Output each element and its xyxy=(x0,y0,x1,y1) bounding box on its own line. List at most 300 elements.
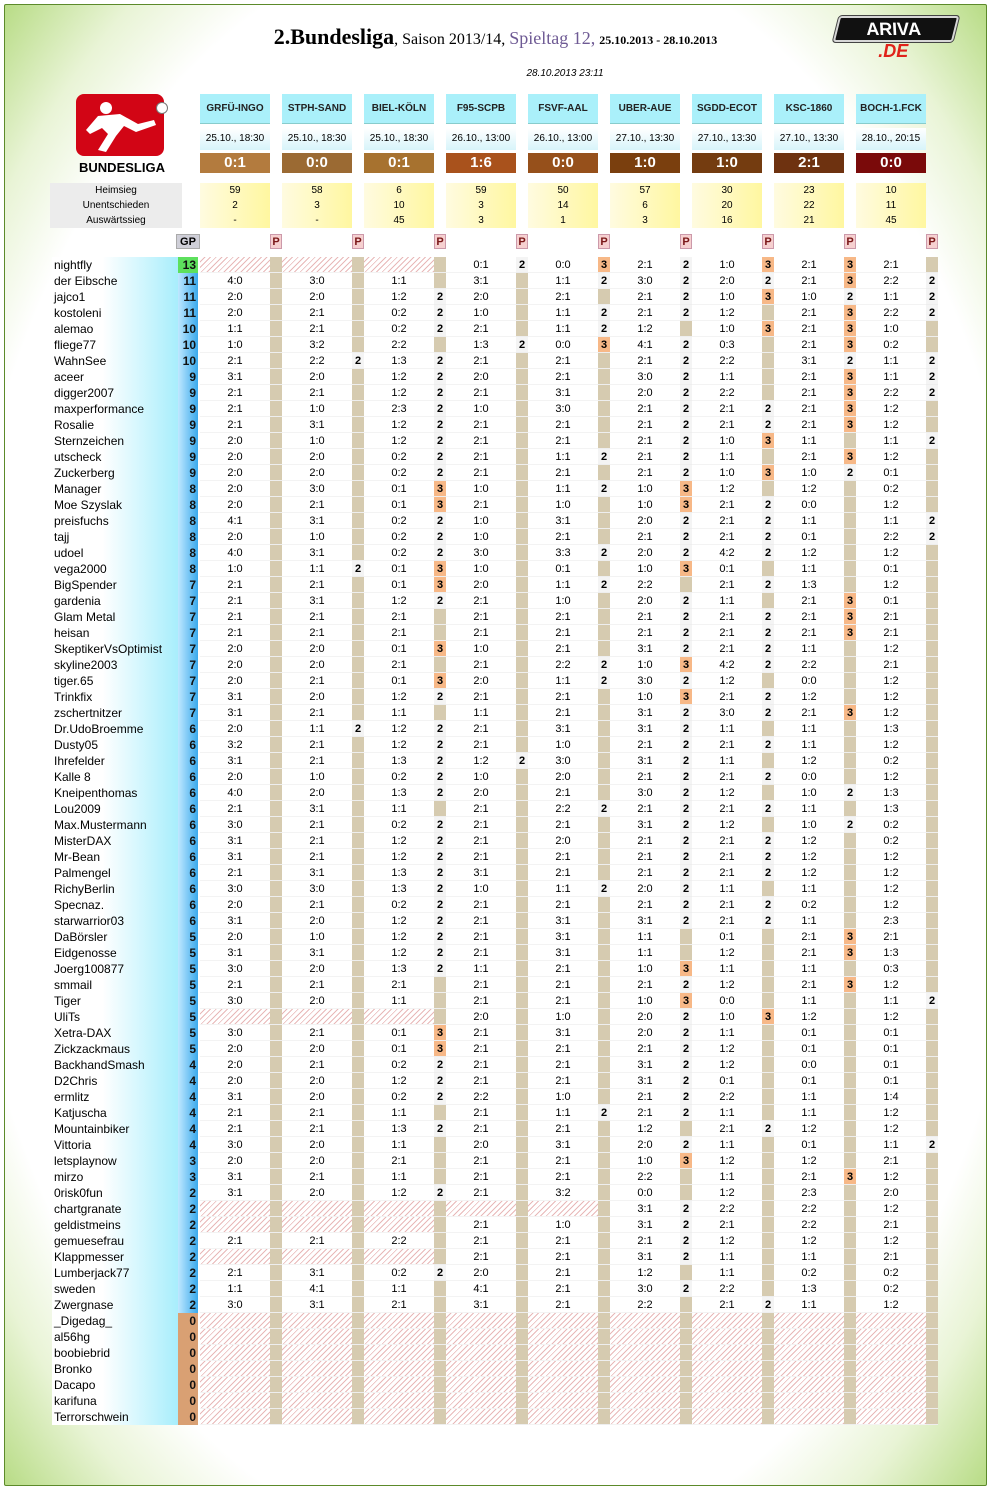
tip-points xyxy=(680,1265,692,1281)
tip-points xyxy=(762,337,774,353)
match-name: STPH-SAND xyxy=(282,94,352,124)
player-points: 9 xyxy=(178,385,198,401)
tip-cell: 1:2 xyxy=(364,945,434,961)
tip-cell: 2:1 xyxy=(364,977,434,993)
player-points: 6 xyxy=(178,769,198,785)
tip-points xyxy=(270,865,282,881)
tip-points xyxy=(844,1201,856,1217)
player-name[interactable]: DaBörsler xyxy=(52,929,178,945)
tip-points xyxy=(516,1009,528,1025)
tip-points xyxy=(516,913,528,929)
player-name[interactable]: Rosalie xyxy=(52,417,178,433)
player-name[interactable]: nightfly xyxy=(52,257,178,273)
tip-points xyxy=(844,1377,856,1393)
match-result: 0:0 xyxy=(528,153,598,173)
player-name[interactable]: Max.Mustermann xyxy=(52,817,178,833)
tip-cell xyxy=(774,1313,844,1329)
tip-cell: 2:0 xyxy=(282,785,352,801)
tip-cell: 0:0 xyxy=(692,993,762,1009)
player-name[interactable]: Lumberjack77 xyxy=(52,1265,178,1281)
player-name[interactable]: fliege77 xyxy=(52,337,178,353)
tip-cell: 2:1 xyxy=(692,913,762,929)
tip-cell: 2:1 xyxy=(200,593,270,609)
tip-cell: 2:1 xyxy=(200,625,270,641)
player-name[interactable]: der Eibsche xyxy=(52,273,178,289)
tip-points xyxy=(598,1377,610,1393)
brand-a: ARIVA xyxy=(863,19,924,39)
tip-points xyxy=(680,929,692,945)
tip-points: 2 xyxy=(680,897,692,913)
tip-points: 3 xyxy=(434,641,446,657)
player-name[interactable]: smmail xyxy=(52,977,178,993)
tip-cell: 2:1 xyxy=(446,433,516,449)
player-name[interactable]: al56hg xyxy=(52,1329,178,1345)
tip-points xyxy=(926,481,938,497)
tip-cell: 1:2 xyxy=(856,769,926,785)
player-name[interactable]: Glam Metal xyxy=(52,609,178,625)
match-name: UBER-AUE xyxy=(610,94,680,124)
ball-icon xyxy=(156,102,168,114)
tip-points xyxy=(270,1153,282,1169)
tip-points xyxy=(516,1329,528,1345)
player-name[interactable]: Sternzeichen xyxy=(52,433,178,449)
tip-points xyxy=(598,529,610,545)
tip-points: 2 xyxy=(762,689,774,705)
tip-points xyxy=(598,849,610,865)
match-stat: 6 xyxy=(610,198,680,213)
tip-points xyxy=(926,641,938,657)
tip-points xyxy=(926,721,938,737)
tip-cell: 1:1 xyxy=(856,369,926,385)
tip-cell: 2:2 xyxy=(856,385,926,401)
tip-cell: 2:1 xyxy=(282,673,352,689)
tip-cell: 2:1 xyxy=(528,817,598,833)
tip-cell: 2:1 xyxy=(856,1217,926,1233)
player-name[interactable]: gardenia xyxy=(52,593,178,609)
tip-points xyxy=(844,1361,856,1377)
tip-cell: 3:1 xyxy=(610,913,680,929)
match-stat: 45 xyxy=(364,213,434,228)
tip-points: 2 xyxy=(598,305,610,321)
match-name: BIEL-KÖLN xyxy=(364,94,434,124)
tip-cell: 1:0 xyxy=(446,769,516,785)
tip-points xyxy=(516,1201,528,1217)
tip-cell: 1:0 xyxy=(528,497,598,513)
tip-cell: 2:1 xyxy=(856,625,926,641)
tip-points xyxy=(352,577,364,593)
player-name[interactable]: Zwergnase xyxy=(52,1297,178,1313)
tip-points: 2 xyxy=(762,769,774,785)
tip-cell: 1:1 xyxy=(692,961,762,977)
tip-cell: 3:0 xyxy=(610,673,680,689)
player-points: 0 xyxy=(178,1393,198,1409)
page-title: 2.Bundesliga, Saison 2013/14, Spieltag 12, 25.10.2013 - 28.10.2013 xyxy=(273,24,718,49)
tip-points xyxy=(516,769,528,785)
tip-points xyxy=(598,785,610,801)
tip-cell: 1:1 xyxy=(282,721,352,737)
tip-points xyxy=(762,945,774,961)
player-name[interactable]: kostoleni xyxy=(52,305,178,321)
tip-points xyxy=(680,1121,692,1137)
tip-points xyxy=(762,1105,774,1121)
tip-cell: 1:2 xyxy=(774,1153,844,1169)
tip-points xyxy=(680,1313,692,1329)
tip-points xyxy=(844,641,856,657)
tip-cell: 2:1 xyxy=(446,321,516,337)
tip-points xyxy=(926,1249,938,1265)
tip-points: 3 xyxy=(434,673,446,689)
player-name[interactable]: D2Chris xyxy=(52,1073,178,1089)
tip-points xyxy=(352,1009,364,1025)
tip-cell: 2:0 xyxy=(282,993,352,1009)
tip-cell: 2:0 xyxy=(200,481,270,497)
tip-cell xyxy=(446,1329,516,1345)
player-name[interactable]: sweden xyxy=(52,1281,178,1297)
tip-cell: 1:1 xyxy=(856,1137,926,1153)
tip-points xyxy=(926,465,938,481)
player-name[interactable]: Terrorschwein xyxy=(52,1409,178,1425)
player-name[interactable]: Dr.UdoBroemme xyxy=(52,721,178,737)
tip-cell: 2:1 xyxy=(282,305,352,321)
table-row xyxy=(52,449,940,465)
player-name[interactable]: Kalle 8 xyxy=(52,769,178,785)
player-name[interactable]: alemao xyxy=(52,321,178,337)
tip-cell: 2:0 xyxy=(610,1025,680,1041)
tip-cell: 1:2 xyxy=(364,385,434,401)
table-row xyxy=(52,1409,940,1425)
player-name[interactable]: Zuckerberg xyxy=(52,465,178,481)
player-points: 8 xyxy=(178,529,198,545)
match-date: 25.10., 18:30 xyxy=(282,128,352,150)
tip-points: 3 xyxy=(762,321,774,337)
tip-cell: 2:1 xyxy=(528,1233,598,1249)
tip-points xyxy=(516,1057,528,1073)
tip-points xyxy=(270,817,282,833)
player-name[interactable]: maxperformance xyxy=(52,401,178,417)
tip-points xyxy=(434,977,446,993)
tip-cell: 2:3 xyxy=(856,913,926,929)
tip-points xyxy=(434,257,446,273)
tip-points xyxy=(270,273,282,289)
tip-points: 2 xyxy=(680,1233,692,1249)
tip-cell xyxy=(282,1313,352,1329)
player-points: 0 xyxy=(178,1361,198,1377)
table-row xyxy=(52,865,940,881)
table-row xyxy=(52,785,940,801)
player-name[interactable]: preisfuchs xyxy=(52,513,178,529)
tip-points: 3 xyxy=(762,1009,774,1025)
tip-points xyxy=(680,1345,692,1361)
tip-cell: 2:1 xyxy=(610,833,680,849)
tip-cell: 2:1 xyxy=(200,609,270,625)
tip-cell: 1:2 xyxy=(364,289,434,305)
tip-cell: 3:0 xyxy=(282,881,352,897)
player-name[interactable]: Klappmesser xyxy=(52,1249,178,1265)
tip-points: 3 xyxy=(434,577,446,593)
tip-cell: 3:1 xyxy=(282,801,352,817)
player-name[interactable]: 0risk0fun xyxy=(52,1185,178,1201)
player-points: 11 xyxy=(178,305,198,321)
player-name[interactable]: letsplaynow xyxy=(52,1153,178,1169)
player-name[interactable]: Trinkfix xyxy=(52,689,178,705)
tip-points xyxy=(270,673,282,689)
table-row xyxy=(52,1377,940,1393)
tip-points: 3 xyxy=(680,689,692,705)
player-name[interactable]: Mr-Bean xyxy=(52,849,178,865)
tip-cell: 2:1 xyxy=(856,657,926,673)
tip-cell xyxy=(528,1313,598,1329)
tip-cell: 2:0 xyxy=(446,1137,516,1153)
player-name[interactable]: RichyBerlin xyxy=(52,881,178,897)
player-name[interactable]: Dacapo xyxy=(52,1377,178,1393)
player-name[interactable]: SkeptikerVsOptimist xyxy=(52,641,178,657)
player-name[interactable]: ermlitz xyxy=(52,1089,178,1105)
tip-cell: 2:1 xyxy=(610,609,680,625)
tip-points xyxy=(762,1153,774,1169)
tip-points: 2 xyxy=(680,977,692,993)
player-name[interactable]: zschertnitzer xyxy=(52,705,178,721)
tip-points xyxy=(270,785,282,801)
tip-cell: 1:0 xyxy=(282,769,352,785)
tip-cell: 1:1 xyxy=(692,1265,762,1281)
tip-cell: 2:1 xyxy=(446,737,516,753)
tip-points xyxy=(516,481,528,497)
player-name[interactable]: jajco1 xyxy=(52,289,178,305)
player-name[interactable]: Zickzackmaus xyxy=(52,1041,178,1057)
tip-cell: 0:0 xyxy=(528,257,598,273)
tip-points xyxy=(926,1057,938,1073)
tip-cell: 2:0 xyxy=(446,289,516,305)
player-name[interactable]: Joerg100877 xyxy=(52,961,178,977)
tip-points xyxy=(352,705,364,721)
stat-label-home: Heimsieg xyxy=(50,183,182,198)
table-row xyxy=(52,289,940,305)
tip-cell: 2:1 xyxy=(282,1105,352,1121)
tip-cell: 2:1 xyxy=(774,609,844,625)
tip-cell: 2:2 xyxy=(364,1233,434,1249)
player-name[interactable]: Lou2009 xyxy=(52,801,178,817)
player-name[interactable]: MisterDAX xyxy=(52,833,178,849)
table-row xyxy=(52,513,940,529)
player-name[interactable]: gemuesefrau xyxy=(52,1233,178,1249)
tip-points xyxy=(270,657,282,673)
tip-points: 3 xyxy=(680,961,692,977)
tip-cell: 2:0 xyxy=(282,1153,352,1169)
table-row xyxy=(52,881,940,897)
tip-cell: 1:1 xyxy=(774,881,844,897)
player-name[interactable]: _Digedag_ xyxy=(52,1313,178,1329)
table-row xyxy=(52,305,940,321)
tip-points xyxy=(762,1137,774,1153)
tip-cell xyxy=(610,1377,680,1393)
tip-cell: 2:2 xyxy=(528,657,598,673)
tip-cell: 2:1 xyxy=(528,785,598,801)
tip-cell: 2:1 xyxy=(528,849,598,865)
tip-cell xyxy=(282,1361,352,1377)
points-header: P xyxy=(680,234,692,249)
tip-points xyxy=(680,1297,692,1313)
tip-cell: 1:1 xyxy=(856,993,926,1009)
tip-cell: 3:1 xyxy=(282,945,352,961)
player-name[interactable]: tajj xyxy=(52,529,178,545)
tip-points xyxy=(516,1249,528,1265)
tip-cell: 2:1 xyxy=(692,833,762,849)
tip-points xyxy=(844,753,856,769)
tip-points: 2 xyxy=(680,369,692,385)
tip-cell: 1:0 xyxy=(446,481,516,497)
tip-cell: 2:1 xyxy=(610,417,680,433)
tip-points xyxy=(352,337,364,353)
player-name[interactable]: Manager xyxy=(52,481,178,497)
player-name[interactable]: Vittoria xyxy=(52,1137,178,1153)
tip-cell: 1:2 xyxy=(856,977,926,993)
tip-points xyxy=(598,689,610,705)
player-name[interactable]: Tiger xyxy=(52,993,178,1009)
tip-points: 2 xyxy=(598,1105,610,1121)
player-name[interactable]: skyline2003 xyxy=(52,657,178,673)
player-points: 8 xyxy=(178,561,198,577)
tip-points xyxy=(844,657,856,673)
tip-points xyxy=(516,561,528,577)
player-name[interactable]: utscheck xyxy=(52,449,178,465)
player-name[interactable]: Dusty05 xyxy=(52,737,178,753)
tip-points xyxy=(352,977,364,993)
player-name[interactable]: Ihrefelder xyxy=(52,753,178,769)
tip-points: 3 xyxy=(844,305,856,321)
tip-points xyxy=(434,1281,446,1297)
tip-points xyxy=(598,465,610,481)
player-name[interactable]: starwarrior03 xyxy=(52,913,178,929)
tip-points xyxy=(762,1041,774,1057)
tip-points: 2 xyxy=(598,545,610,561)
tip-points xyxy=(926,257,938,273)
player-name[interactable]: UliTs xyxy=(52,1009,178,1025)
tip-points xyxy=(516,1265,528,1281)
player-name[interactable]: Bronko xyxy=(52,1361,178,1377)
tip-points xyxy=(516,289,528,305)
player-name[interactable]: udoel xyxy=(52,545,178,561)
player-points: 10 xyxy=(178,321,198,337)
match-date: 27.10., 13:30 xyxy=(692,128,762,150)
tip-points xyxy=(352,769,364,785)
tip-points xyxy=(598,1249,610,1265)
tip-points xyxy=(926,497,938,513)
table-row xyxy=(52,321,940,337)
player-name[interactable]: chartgranate xyxy=(52,1201,178,1217)
tip-cell: 2:1 xyxy=(446,1121,516,1137)
tip-cell: 2:1 xyxy=(200,977,270,993)
tip-cell: 2:2 xyxy=(774,657,844,673)
tip-cell: 1:2 xyxy=(856,1233,926,1249)
tip-cell: 2:1 xyxy=(856,257,926,273)
player-name[interactable]: vega2000 xyxy=(52,561,178,577)
table-row xyxy=(52,801,940,817)
stats-labels xyxy=(50,183,182,228)
tip-points xyxy=(598,897,610,913)
tip-points xyxy=(598,369,610,385)
tip-points: 2 xyxy=(598,657,610,673)
tip-cell: 0:2 xyxy=(856,1281,926,1297)
tip-points xyxy=(762,353,774,369)
player-name[interactable]: BackhandSmash xyxy=(52,1057,178,1073)
matchday-label: Spieltag 12, xyxy=(509,28,596,48)
player-name[interactable]: geldistmeins xyxy=(52,1217,178,1233)
tip-cell xyxy=(446,1361,516,1377)
tip-cell: 3:1 xyxy=(200,849,270,865)
player-name[interactable]: Kneipenthomas xyxy=(52,785,178,801)
tip-points xyxy=(762,1025,774,1041)
player-name[interactable]: Palmengel xyxy=(52,865,178,881)
player-name[interactable]: digger2007 xyxy=(52,385,178,401)
tip-cell: 2:1 xyxy=(446,977,516,993)
player-name[interactable]: heisan xyxy=(52,625,178,641)
tip-points xyxy=(598,1409,610,1425)
player-name[interactable]: karifuna xyxy=(52,1393,178,1409)
player-points: 7 xyxy=(178,609,198,625)
player-name[interactable]: mirzo xyxy=(52,1169,178,1185)
player-name[interactable]: Xetra-DAX xyxy=(52,1025,178,1041)
player-name[interactable]: boobiebrid xyxy=(52,1345,178,1361)
ariva-logo[interactable] xyxy=(833,16,959,61)
tip-cell xyxy=(774,1409,844,1425)
player-name[interactable]: Eidgenosse xyxy=(52,945,178,961)
tip-cell: 2:1 xyxy=(200,417,270,433)
tip-cell xyxy=(200,1249,270,1265)
player-name[interactable]: Moe Szyslak xyxy=(52,497,178,513)
tip-cell: 1:0 xyxy=(446,305,516,321)
tip-cell xyxy=(774,1393,844,1409)
tip-cell: 3:1 xyxy=(282,865,352,881)
tip-cell: 2:1 xyxy=(364,1297,434,1313)
tip-cell xyxy=(282,1217,352,1233)
tip-points: 2 xyxy=(926,353,938,369)
player-points: 0 xyxy=(178,1313,198,1329)
tip-points: 2 xyxy=(926,385,938,401)
tip-cell: 2:1 xyxy=(282,737,352,753)
player-name[interactable]: Katjuscha xyxy=(52,1105,178,1121)
tip-cell: 1:0 xyxy=(446,529,516,545)
tip-points xyxy=(270,1297,282,1313)
match-stat: 1 xyxy=(528,213,598,228)
tip-cell: 0:2 xyxy=(364,1057,434,1073)
tip-points xyxy=(270,1265,282,1281)
tip-points xyxy=(434,1393,446,1409)
tip-points: 2 xyxy=(844,353,856,369)
tip-points xyxy=(352,945,364,961)
player-name[interactable]: Mountainbiker xyxy=(52,1121,178,1137)
tip-cell: 1:2 xyxy=(774,753,844,769)
tip-cell: 2:1 xyxy=(610,977,680,993)
tip-points xyxy=(270,913,282,929)
tip-cell: 3:0 xyxy=(528,753,598,769)
tip-cell: 1:2 xyxy=(856,673,926,689)
player-name[interactable]: aceer xyxy=(52,369,178,385)
tip-points xyxy=(516,465,528,481)
player-name[interactable]: tiger.65 xyxy=(52,673,178,689)
player-points: 5 xyxy=(178,993,198,1009)
player-name[interactable]: Specnaz. xyxy=(52,897,178,913)
tip-points xyxy=(680,1185,692,1201)
tip-points xyxy=(926,817,938,833)
tip-cell: 2:1 xyxy=(528,465,598,481)
tip-points xyxy=(516,961,528,977)
tip-points xyxy=(270,1393,282,1409)
tip-cell: 2:0 xyxy=(610,513,680,529)
tip-cell xyxy=(692,1329,762,1345)
tip-cell: 2:0 xyxy=(200,449,270,465)
player-name[interactable]: BigSpender xyxy=(52,577,178,593)
player-name[interactable]: WahnSee xyxy=(52,353,178,369)
